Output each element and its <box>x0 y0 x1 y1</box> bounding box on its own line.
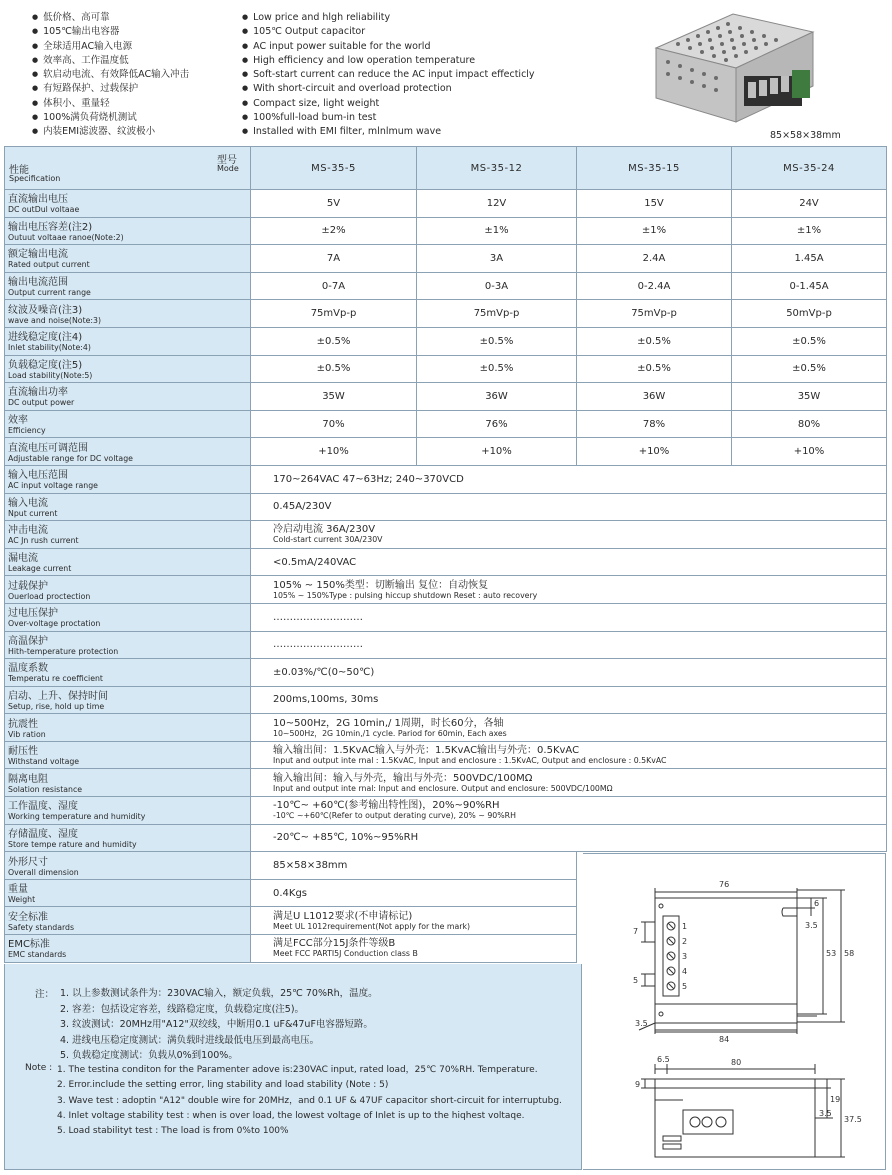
model-header: MS-35-15 <box>577 147 732 190</box>
value-cell <box>251 797 887 825</box>
table-row <box>5 438 887 466</box>
value-cell: ±0.5% <box>577 355 732 383</box>
row-label-cn: 输出电压容差(注2) <box>8 221 93 233</box>
table-row <box>5 797 887 825</box>
feature-en-item: ● High efficiency and low operation temperature <box>242 54 535 68</box>
feature-en-item: ● 100%full-load bum-in test <box>242 111 535 125</box>
row-label-cn: 直流输出电压 <box>8 194 68 206</box>
row-label-cn: 隔离电阻 <box>8 773 48 785</box>
row-label-en: Ouerload proctection <box>8 591 91 601</box>
value-cell: 12V <box>417 190 577 218</box>
feature-cn-item: ● 效率高、工作温度低 <box>32 54 189 68</box>
value-cell <box>251 465 887 493</box>
terminal-label: 5 <box>682 982 688 991</box>
row-label <box>5 355 251 383</box>
note-en-item: 1. The testina conditon for the Paramenter adove is:230VAC input, rated load，25℃ 70%RH. Temperature. <box>57 1065 538 1075</box>
feature-cn-item: ● 内装EMI滤波器、纹波极小 <box>32 125 189 139</box>
value-cell: ±0.5% <box>251 327 417 355</box>
value-line-1: 85×58×38mm <box>273 860 348 872</box>
row-label-en: Withstand voltage <box>8 757 80 767</box>
row-label <box>5 797 251 825</box>
value-cell <box>251 852 577 880</box>
row-label <box>5 493 251 521</box>
row-label-cn: 输出电流范围 <box>8 277 68 289</box>
value-cell <box>251 769 887 797</box>
value-line-1: 输入输出间：1.5KvAC输入与外壳：1.5KvAC输出与外壳：0.5KvAC <box>273 745 580 757</box>
value-cell <box>251 714 887 742</box>
note-cn-item: 2. 容差：包括设定容差，线路稳定度，负载稳定度(注5)。 <box>60 1003 305 1015</box>
value-cell: 75mVp-p <box>417 300 577 328</box>
row-label-cn: 效率 <box>8 415 28 427</box>
row-label-cn: 外形尺寸 <box>8 856 48 868</box>
value-line-2: Cold-start current 30A/230V <box>273 535 383 545</box>
notes-cn-prefix: 注： <box>35 989 55 1000</box>
drawing-svg <box>583 854 886 1171</box>
dim-top-width: 76 <box>719 880 730 889</box>
row-label-cn: 安全标准 <box>8 911 48 923</box>
value-cell <box>251 576 887 604</box>
feature-en-item: ● Low price and hlgh reliability <box>242 11 535 25</box>
value-line-1: -20℃~ +85℃, 10%~95%RH <box>273 832 419 844</box>
note-en-item: 2. Error.include the setting error, ling stability and load stability (Note : 5) <box>57 1080 389 1091</box>
row-label-cn: 过电压保护 <box>8 608 58 620</box>
row-label <box>5 410 251 438</box>
row-label-en: Working temperature and humidity <box>8 812 146 822</box>
table-row <box>5 410 887 438</box>
value-line-1: ±0.03%/℃(0~50℃) <box>273 666 375 678</box>
table-row <box>5 493 887 521</box>
row-label <box>5 521 251 549</box>
value-line-1: -10℃~ +60℃(参考输出特性图)，20%~90%RH <box>273 800 500 812</box>
row-label-en: Store tempe rature and humidity <box>8 839 137 849</box>
row-label-cn: 额定输出电流 <box>8 249 68 261</box>
value-cell: +10% <box>732 438 887 466</box>
row-label-en: AC input voltage range <box>8 481 98 491</box>
table-row <box>5 300 887 328</box>
row-label-en: Setup, rise, hold up time <box>8 701 105 711</box>
value-cell <box>251 935 577 963</box>
feature-en-item: ● Soft-start current can reduce the AC input impact effecticly <box>242 68 535 82</box>
row-label <box>5 879 251 907</box>
feature-en-item: ● Installed with EMI filter, mlnlmum wave <box>242 125 535 139</box>
value-cell <box>251 521 887 549</box>
dim-side-80: 80 <box>731 1058 742 1067</box>
value-cell: 0-3A <box>417 272 577 300</box>
feature-cn-item: ● 软启动电流、有效降低AC输入冲击 <box>32 68 189 82</box>
row-label <box>5 935 251 963</box>
row-label-en: Over-voltage proctation <box>8 619 101 629</box>
value-cell: ±1% <box>577 217 732 245</box>
table-row <box>5 355 887 383</box>
row-label-en: Inlet stability(Note:4) <box>8 343 91 353</box>
value-cell: ±1% <box>417 217 577 245</box>
value-cell <box>251 907 577 935</box>
value-cell: ±0.5% <box>417 355 577 383</box>
row-label-en: Weight <box>8 895 36 905</box>
value-cell: 80% <box>732 410 887 438</box>
value-cell <box>251 603 887 631</box>
value-cell <box>251 659 887 687</box>
header-model-en: Mode <box>217 164 239 173</box>
table-row <box>5 603 887 631</box>
value-line-2: Meet UL 1012requirement(Not apply for the mark) <box>273 921 471 931</box>
model-header: MS-35-24 <box>732 147 887 190</box>
dim-side-35b: 3.5 <box>819 1109 832 1118</box>
value-line-1: 满足FCC部分15J条件等级B <box>273 938 396 950</box>
product-dimensions: 85×58×38mm <box>770 130 841 141</box>
row-label-en: Temperatu re coefficient <box>8 674 103 684</box>
value-cell: 24V <box>732 190 887 218</box>
row-label <box>5 852 251 880</box>
table-row <box>5 190 887 218</box>
value-cell: ±0.5% <box>251 355 417 383</box>
value-line-1: 满足U L1012要求(不申请标记) <box>273 910 413 922</box>
value-line-2: 10~500Hz，2G 10min,/1 cycle. Pariod for 60min, Each axes <box>273 728 507 738</box>
row-label-en: Nput current <box>8 508 58 518</box>
value-cell: +10% <box>251 438 417 466</box>
row-label <box>5 548 251 576</box>
value-cell: ±2% <box>251 217 417 245</box>
value-cell: +10% <box>417 438 577 466</box>
table-row <box>5 576 887 604</box>
table-row <box>5 383 887 411</box>
value-line-1: 输入输出间：输入与外壳，输出与外壳：500VDC/100MΩ <box>273 772 533 784</box>
value-cell: 70% <box>251 410 417 438</box>
table-row <box>5 659 887 687</box>
row-label-en: Load stability(Note:5) <box>8 370 93 380</box>
row-label <box>5 327 251 355</box>
row-label <box>5 631 251 659</box>
table-row <box>5 741 887 769</box>
terminal-label: 4 <box>682 967 688 976</box>
row-label <box>5 686 251 714</box>
value-line-1: 170~264VAC 47~63Hz; 240~370VCD <box>273 473 464 485</box>
dim-side-65: 6.5 <box>657 1055 670 1064</box>
product-photo <box>648 10 818 130</box>
terminal-label: 2 <box>682 937 688 946</box>
value-cell: +10% <box>577 438 732 466</box>
row-label-en: Efficiency <box>8 426 46 436</box>
row-label <box>5 907 251 935</box>
value-cell: 2.4A <box>577 245 732 273</box>
value-line-2: Meet FCC PARTI5J Conduction class B <box>273 949 418 959</box>
note-cn-item: 1. 以上参数测试条件为：230VAC输入，额定负载，25℃ 70%Rh，温度。 <box>60 988 378 999</box>
feature-cn-item: ● 105℃输出电容器 <box>32 25 189 39</box>
row-label-en: AC Jn rush current <box>8 536 79 546</box>
row-label-en: Outuut voltaae ranoe(Note:2) <box>8 232 124 242</box>
header-spec-cn: 性能 <box>9 165 29 176</box>
notes-chinese-list <box>60 986 378 1064</box>
value-cell: 78% <box>577 410 732 438</box>
notes-en-prefix: Note : <box>25 1063 53 1073</box>
terminal-label: 1 <box>682 922 688 931</box>
dim-bottom-width: 84 <box>719 1035 730 1044</box>
value-cell: 36W <box>417 383 577 411</box>
note-cn-item: 4. 进线电压稳定度测试：满负载时进线最低电压到最高电压。 <box>60 1034 320 1046</box>
model-header: MS-35-5 <box>251 147 417 190</box>
table-row <box>5 217 887 245</box>
note-en-item: 4. Inlet voltage stability test : when is over load, the lowest voltage of Inlet is up to the hiqhest voltaqe. <box>57 1110 525 1121</box>
dim-left-5: 5 <box>633 976 639 985</box>
value-line-1: 0.45A/230V <box>273 501 332 513</box>
row-label <box>5 603 251 631</box>
value-line-1: 10~500Hz，2G 10min,/ 1周期，时长60分，各轴 <box>273 717 504 729</box>
spec-table <box>4 146 887 963</box>
table-row <box>5 824 887 852</box>
header-corner-cell <box>5 147 251 190</box>
row-label-cn: 纹波及噪音(注3) <box>8 304 83 316</box>
row-label <box>5 714 251 742</box>
value-line-2: 105% ~ 150%Type : pulsing hiccup shutdown Reset : auto recovery <box>273 590 538 600</box>
value-cell: 3A <box>417 245 577 273</box>
row-label-en: wave and noise(Note:3) <box>8 315 102 325</box>
dim-side-195: 19 <box>830 1095 841 1104</box>
value-cell: 0-7A <box>251 272 417 300</box>
row-label <box>5 272 251 300</box>
value-cell: 7A <box>251 245 417 273</box>
row-label-cn: 输入电流 <box>8 497 48 509</box>
row-label-cn: 存储温度、湿度 <box>8 828 78 840</box>
value-cell: 75mVp-p <box>251 300 417 328</box>
row-label <box>5 190 251 218</box>
row-label-cn: 过载保护 <box>8 580 48 592</box>
feature-cn-item: ● 低价格、高可靠 <box>32 11 189 25</box>
header-section <box>0 0 892 146</box>
note-en-item: 3. Wave test : adoptin "A12" double wire for 20MHz，and 0.1 UF & 47UF capacitor short-circuit for interruptubg. <box>57 1095 562 1106</box>
row-label-cn: 进线稳定度(注4) <box>8 332 83 344</box>
value-cell: ±0.5% <box>732 327 887 355</box>
table-header-row <box>5 147 887 190</box>
row-label <box>5 300 251 328</box>
value-cell: ±0.5% <box>732 355 887 383</box>
row-label-cn: 冲击电流 <box>8 525 48 537</box>
value-cell: 0-2.4A <box>577 272 732 300</box>
value-cell: 0-1.45A <box>732 272 887 300</box>
row-label <box>5 824 251 852</box>
table-row <box>5 272 887 300</box>
value-cell: ±1% <box>732 217 887 245</box>
value-cell: 75mVp-p <box>577 300 732 328</box>
value-line-1: <0.5mA/240VAC <box>273 556 357 568</box>
features-english-list <box>242 11 535 140</box>
header-model-cn: 型号 <box>217 155 237 166</box>
note-cn-item: 3. 纹波测试：20MHz用"A12"双绞线，中断用0.1 uF&47uF电容器短路。 <box>60 1019 373 1030</box>
value-line-1: 0.4Kgs <box>273 887 308 899</box>
table-row <box>5 631 887 659</box>
feature-en-item: ● Compact size, light weight <box>242 97 535 111</box>
value-cell: 15V <box>577 190 732 218</box>
table-row <box>5 327 887 355</box>
row-label-cn: 负载稳定度(注5) <box>8 359 83 371</box>
row-label-cn: 直流电压可调范围 <box>8 442 88 454</box>
value-cell <box>251 741 887 769</box>
value-cell: 35W <box>732 383 887 411</box>
row-label-en: Vib ration <box>8 729 46 739</box>
row-label-en: DC output power <box>8 398 75 408</box>
row-label <box>5 769 251 797</box>
row-label <box>5 741 251 769</box>
table-row <box>5 548 887 576</box>
row-label <box>5 383 251 411</box>
row-label-en: Solation resistance <box>8 784 83 794</box>
feature-cn-item: ● 100%满负荷烧机测试 <box>32 111 189 125</box>
row-label <box>5 438 251 466</box>
value-line-1: ……………………… <box>273 611 363 623</box>
value-cell: 36W <box>577 383 732 411</box>
row-label <box>5 245 251 273</box>
value-line-1: ……………………… <box>273 639 363 651</box>
feature-en-item: ● AC input power suitable for the world <box>242 40 535 54</box>
value-line-2: Input and output inte rnal: Input and enclosure. Output and enclosure: 500VDC/100MΩ <box>273 783 613 793</box>
table-row <box>5 245 887 273</box>
notes-section <box>4 964 582 1170</box>
value-cell: 35W <box>251 383 417 411</box>
dim-side-6: 6 <box>814 899 820 908</box>
row-label <box>5 659 251 687</box>
row-label-en: Output current range <box>8 288 91 298</box>
row-label-cn: 重量 <box>8 884 28 896</box>
row-label-en: Hith-temperature protection <box>8 646 119 656</box>
value-cell: 5V <box>251 190 417 218</box>
value-cell <box>251 631 887 659</box>
dim-hole: 3.5 <box>635 1019 648 1028</box>
note-en-item: 5. Load stabilityt test : The load is from 0%to 100% <box>57 1126 289 1137</box>
row-label-en: Rated output current <box>8 260 90 270</box>
row-label-en: Safety standards <box>8 922 75 932</box>
mechanical-drawing <box>583 853 886 1170</box>
table-row <box>5 686 887 714</box>
table-row <box>5 465 887 493</box>
value-cell <box>251 686 887 714</box>
value-line-1: 105% ~ 150%类型：切断输出 复位：自动恢复 <box>273 579 489 591</box>
row-label-cn: 温度系数 <box>8 663 48 675</box>
table-row <box>5 521 887 549</box>
value-line-1: 200ms,100ms, 30ms <box>273 694 379 706</box>
row-label-cn: 抗震性 <box>8 718 38 730</box>
notes-english-list <box>57 1063 562 1139</box>
row-label <box>5 576 251 604</box>
row-label-cn: 启动、上升、保持时间 <box>8 690 108 702</box>
row-label-en: Leakage current <box>8 564 72 574</box>
note-cn-item: 5. 负载稳定度测试：负载从0%到100%。 <box>60 1050 238 1061</box>
terminal-label: 3 <box>682 952 688 961</box>
value-cell <box>251 493 887 521</box>
value-cell: 50mVp-p <box>732 300 887 328</box>
dim-side-9: 9 <box>635 1080 641 1089</box>
dim-side-35: 3.5 <box>805 921 818 930</box>
header-spec-en: Specification <box>9 174 61 183</box>
row-label-en: Adjustable range for DC voltage <box>8 453 133 463</box>
feature-cn-item: ● 有短路保护、过载保护 <box>32 82 189 96</box>
dim-right-inner: 53 <box>826 949 837 958</box>
value-cell <box>251 879 577 907</box>
value-cell: ±0.5% <box>577 327 732 355</box>
feature-cn-item: ● 全球适用AC输入电源 <box>32 40 189 54</box>
row-label-en: DC outDul voltaae <box>8 205 80 215</box>
feature-en-item: ● 105℃ Output capacitor <box>242 25 535 39</box>
value-line-2: -10℃ ~+60℃(Refer to output derating curve), 20% ~ 90%RH <box>273 811 516 821</box>
value-line-1: 冷启动电流 36A/230V <box>273 524 376 536</box>
row-label-cn: 工作温度、湿度 <box>8 801 78 813</box>
dim-side-375: 37.5 <box>844 1115 862 1124</box>
features-chinese-list <box>32 11 189 140</box>
row-label-cn: 耐压性 <box>8 746 38 758</box>
feature-en-item: ● With short-circuit and overload protection <box>242 82 535 96</box>
feature-cn-item: ● 体积小、重量轻 <box>32 97 189 111</box>
dim-left-7: 7 <box>633 927 639 936</box>
value-cell: 1.45A <box>732 245 887 273</box>
row-label <box>5 217 251 245</box>
row-label-cn: EMC标准 <box>8 939 50 951</box>
table-row <box>5 769 887 797</box>
row-label-cn: 漏电流 <box>8 553 38 565</box>
row-label <box>5 465 251 493</box>
table-row <box>5 714 887 742</box>
row-label-en: Overall dimension <box>8 867 79 877</box>
value-line-2: Input and output inte rnal : 1.5KvAC, Input and enclosure : 1.5KvAC, Output and enclosure : 0.5KvAC <box>273 756 667 766</box>
value-cell: ±0.5% <box>417 327 577 355</box>
value-cell <box>251 548 887 576</box>
dim-right-outer: 58 <box>844 949 855 958</box>
row-label-cn: 高温保护 <box>8 635 48 647</box>
row-label-cn: 直流输出功率 <box>8 387 68 399</box>
value-cell: 76% <box>417 410 577 438</box>
row-label-cn: 输入电压范围 <box>8 470 68 482</box>
model-header: MS-35-12 <box>417 147 577 190</box>
value-cell <box>251 824 887 852</box>
row-label-en: EMC standards <box>8 950 67 960</box>
